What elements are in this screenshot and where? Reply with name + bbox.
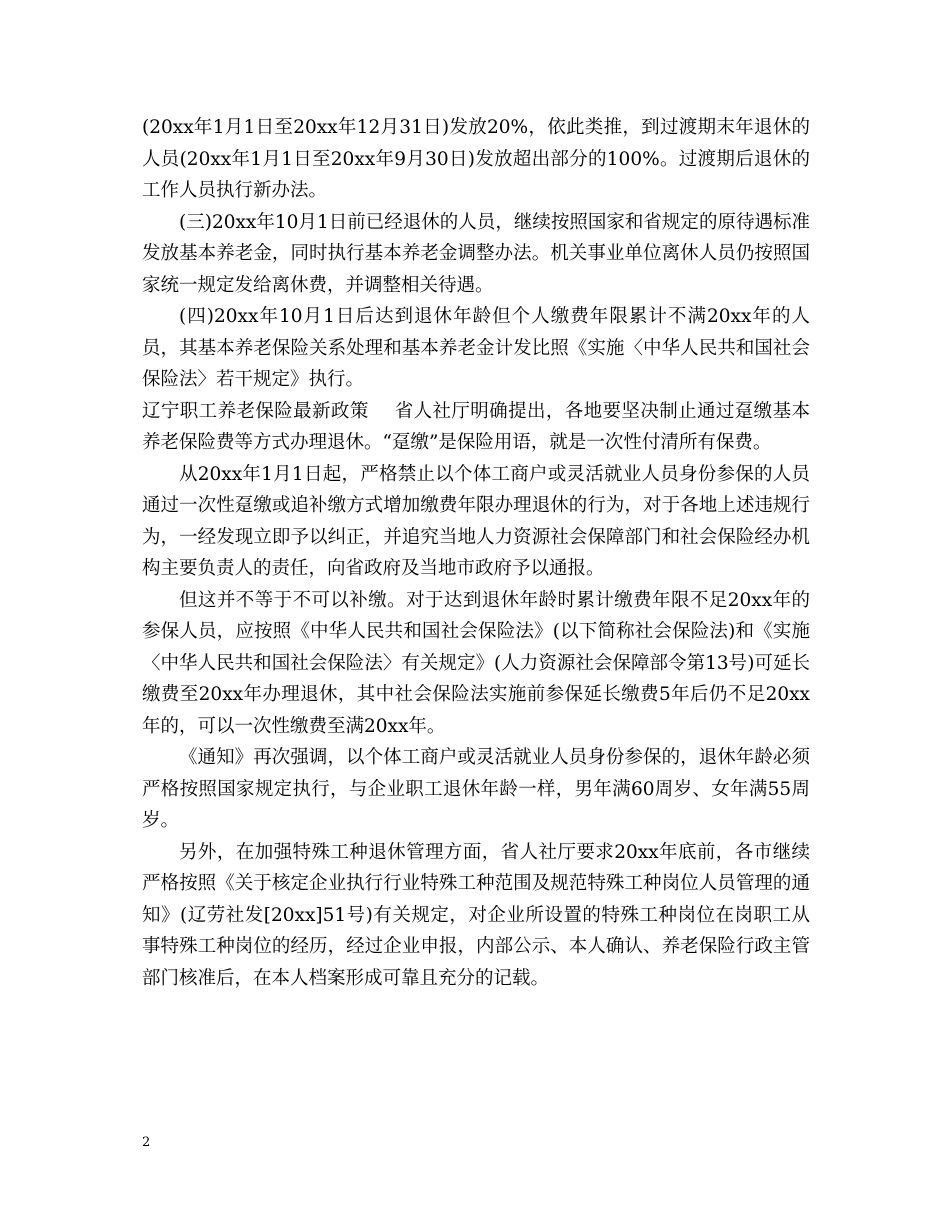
- page-number: 2: [142, 1135, 151, 1150]
- paragraph-item-four: (四)20xx年10月1日后达到退休年龄但个人缴费年限累计不满20xx年的人员，其基本养老保险关系处理和基本养老金计发比照《实施〈中华人民共和国社会保险法〉若干规定》执行。: [142, 306, 810, 390]
- section-intro: [142, 396, 810, 459]
- paragraph-prohibition: 从20xx年1月1日起，严格禁止以个体工商户或灵活就业人员身份参保的人员通过一次性趸缴或追补缴方式增加缴费年限办理退休的行为，对于各地上述违规行为，一经发现立即予以纠正，并追究当地人力资源社会保障部门和社会保险经办机构主要负责人的责任，向省政府及当地市政府予以通报。: [142, 463, 810, 579]
- paragraph-special-work-types: 另外，在加强特殊工种退休管理方面，省人社厅要求20xx年底前，各市继续严格按照《关于核定企业执行行业特殊工种范围及规范特殊工种岗位人员管理的通知》(辽劳社发[20xx]51号)有关规定，对企业所设置的特殊工种岗位在岗职工从事特殊工种岗位的经历，经过企业申报，内部公示、本人确认、养老保险行政主管部门核准后，在本人档案形成可靠且充分的记载。: [142, 841, 810, 989]
- section-heading: 辽宁职工养老保险最新政策: [142, 400, 369, 422]
- paragraph-retirement-age: 《通知》再次强调，以个体工商户或灵活就业人员身份参保的，退休年龄必须严格按照国家规定执行，与企业职工退休年龄一样，男年满60周岁、女年满55周岁。: [142, 747, 810, 831]
- document-body: [142, 112, 810, 994]
- section-lead: 省人社厅明确提出，各地要坚决制止通过趸缴基本养老保险费等方式办理退休。“趸缴”是保险用语，就是一次性付清所有保费。: [142, 400, 810, 453]
- paragraph-item-three: (三)20xx年10月1日前已经退休的人员，继续按照国家和省规定的原待遇标准发放基本养老金，同时执行基本养老金调整办法。机关事业单位离休人员仍按照国家统一规定发给离休费，并调整相关待遇。: [142, 211, 810, 296]
- paragraph-continuation: (20xx年1月1日至20xx年12月31日)发放20%，依此类推，到过渡期末年退休的人员(20xx年1月1日至20xx年9月30日)发放超出部分的100%。过渡期后退休的工作人员执行新办法。: [142, 117, 810, 201]
- paragraph-supplementary-payment: 但这并不等于不可以补缴。对于达到退休年龄时累计缴费年限不足20xx年的参保人员，应按照《中华人民共和国社会保险法》(以下简称社会保险法)和《实施〈中华人民共和国社会保险法〉有关规定》(人力资源社会保障部令第13号)可延长缴费至20xx年办理退休，其中社会保险法实施前参保延长缴费5年后仍不足20xx年的，可以一次性缴费至满20xx年。: [142, 589, 810, 737]
